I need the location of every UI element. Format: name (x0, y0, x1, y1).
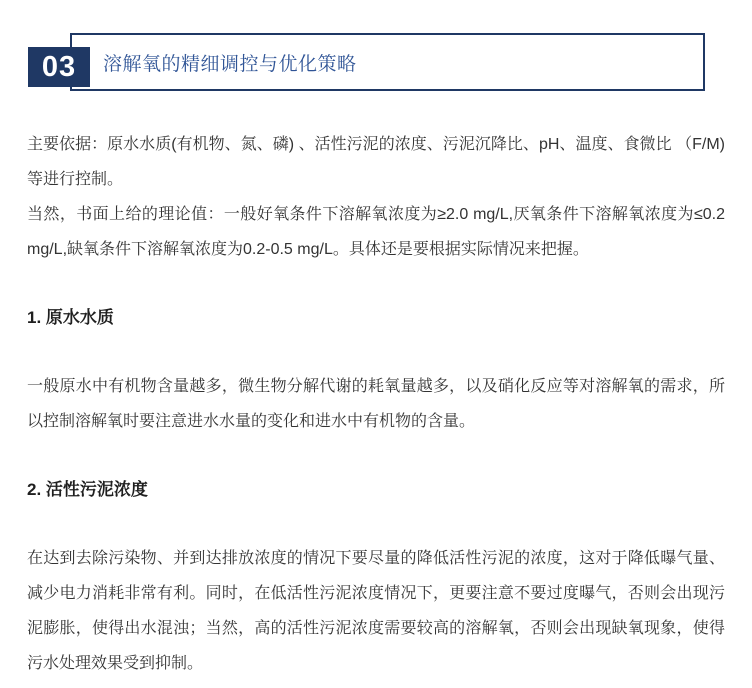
section-subheading: 2. 活性污泥浓度 (27, 480, 148, 499)
body-paragraph: 一般原水中有机物含量越多，微生物分解代谢的耗氧量越多，以及硝化反应等对溶解氧的需求，所以控制溶解氧时要注意进水水量的变化和进水中有机物的含量。 (27, 378, 725, 430)
body-paragraph: 主要依据：原水水质(有机物、氮、磷) 、活性污泥的浓度、污泥沉降比、pH、温度、食微比 （F/M)等进行控制。 (27, 136, 725, 188)
document-body (0, 91, 752, 681)
section-subheading: 1. 原水水质 (27, 308, 114, 327)
body-paragraph: 在达到去除污染物、并到达排放浓度的情况下要尽量的降低活性污泥的浓度，这对于降低曝气量、减少电力消耗非常有利。同时，在低活性污泥浓度情况下，更要注意不要过度曝气，否则会出现污泥膨胀，使得出水混浊；当然，高的活性污泥浓度需要较高的溶解氧，否则会出现缺氧现象，使得污水处理效果受到抑制。 (27, 550, 725, 672)
section-header (41, 33, 705, 91)
body-paragraph: 当然，书面上给的理论值：一般好氧条件下溶解氧浓度为≥2.0 mg/L,厌氧条件下溶解氧浓度为≤0.2 mg/L,缺氧条件下溶解氧浓度为0.2-0.5 mg/L。具体还是要根据实际情况来把握。 (27, 206, 725, 258)
section-number-badge: 03 (28, 47, 90, 87)
section-title: 溶解氧的精细调控与优化策略 (103, 53, 357, 75)
